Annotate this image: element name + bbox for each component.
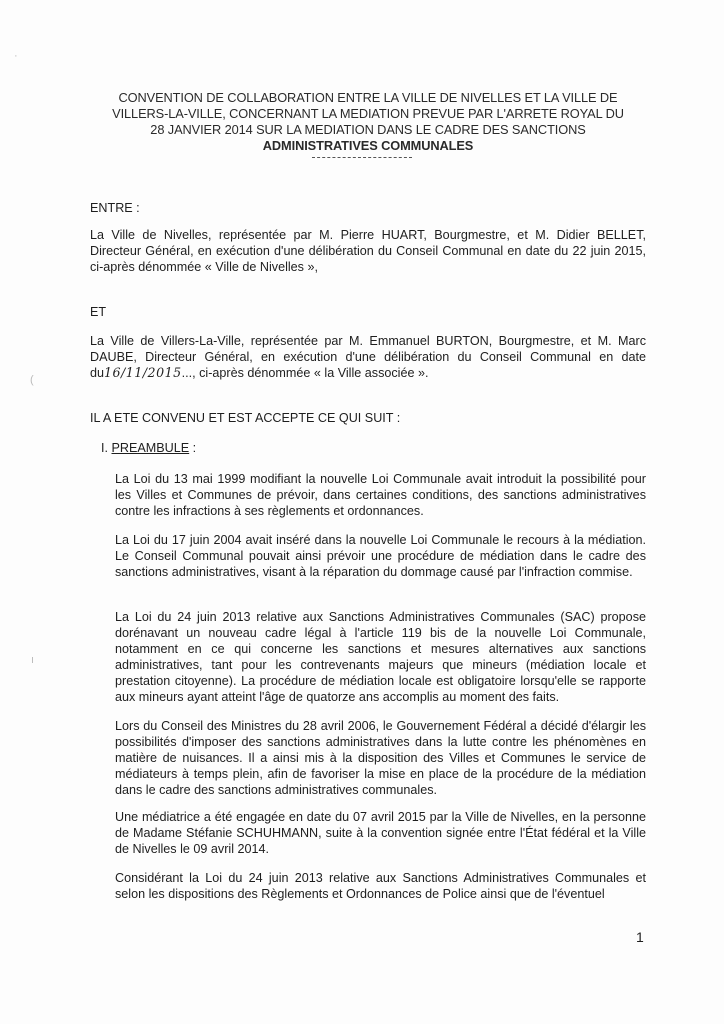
scan-speck: ı: [31, 654, 35, 666]
handwritten-date: 16/11/2015: [104, 365, 182, 380]
title-line: 28 JANVIER 2014 SUR LA MEDIATION DANS LE CADRE DES SANCTIONS: [150, 122, 586, 137]
title-line: ADMINISTRATIVES COMMUNALES: [262, 138, 474, 153]
et-label: ET: [90, 305, 107, 319]
party-one-paragraph: La Ville de Nivelles, représentée par M. Pierre HUART, Bourgmestre, et M. Didier BELLET, Directeur Général, en exécution d'une délibération du Conseil Communal en date du 22 juin 2015, ci-après dénommée « Ville de Nivelles »,: [90, 228, 646, 274]
preamble-paragraph: La Loi du 24 juin 2013 relative aux Sanctions Administratives Communales (SAC) propose dorénavant un nouveau cadre légal à l'article 119 bis de la nouvelle Loi Communale, notamment en ce qui concerne les sanctions et mesures alternatives aux sanctions administratives, tant pour les contrevenants majeurs que mineurs (médiation locale et prestation citoyenne). La procédure de médiation locale est obligatoire lorsqu'elle se rapporte aux mineurs ayant atteint l'âge de quatorze ans accomplis au moment des faits.: [115, 610, 646, 704]
scan-speck: (: [30, 374, 34, 386]
title-line: VILLERS-LA-VILLE, CONCERNANT LA MEDIATION PREVUE PAR L'ARRETE ROYAL DU: [112, 106, 624, 121]
section-heading: [101, 440, 196, 456]
scan-speck: ·: [14, 50, 18, 62]
party-two-paragraph: [90, 333, 646, 381]
preamble-paragraph: La Loi du 13 mai 1999 modifiant la nouvelle Loi Communale avait introduit la possibilité pour les Villes et Communes de prévoir, dans certaines conditions, des sanctions administratives contre les infractions à ses règlements et ordonnances.: [115, 472, 646, 518]
page-number: 1: [636, 929, 644, 945]
section-number: I.: [101, 441, 108, 455]
party-two-text: La Ville de Villers-La-Ville, représentée par M. Emmanuel BURTON, Bourgmestre, et M. Marc DAUBE, Directeur Général, en exécution d'une délibération du Conseil Communal en date: [90, 334, 646, 364]
party-two-rest: ..., ci-après dénommée « la Ville associée ».: [181, 366, 429, 380]
document-title: [90, 90, 646, 154]
preamble-paragraph: Considérant la Loi du 24 juin 2013 relative aux Sanctions Administratives Communales et selon les dispositions des Règlements et Ordonnances de Police ainsi que de l'éventuel: [115, 871, 646, 901]
title-divider: [312, 157, 412, 158]
section-title: PREAMBULE: [111, 441, 190, 455]
agreement-heading: IL A ETE CONVENU ET EST ACCEPTE CE QUI SUIT :: [90, 411, 401, 425]
entre-label: ENTRE :: [90, 201, 140, 215]
party-two-du: du: [90, 366, 105, 380]
section-colon: :: [189, 441, 197, 455]
preamble-paragraph: Une médiatrice a été engagée en date du 07 avril 2015 par la Ville de Nivelles, en la personne de Madame Stéfanie SCHUHMANN, suite à la convention signée entre l'État fédéral et la Ville de Nivelles le 09 avril 2014.: [115, 810, 646, 856]
preamble-paragraph: Lors du Conseil des Ministres du 28 avril 2006, le Gouvernement Fédéral a décidé d'élargir les possibilités d'imposer des sanctions administratives dans la lutte contre les phénomènes en matière de nuisances. Il a ainsi mis à la disposition des Villes et Communes le service de médiateurs à temps plein, afin de favoriser la mise en place de la procédure de la médiation dans le cadre des sanctions administratives communales.: [115, 719, 646, 797]
preamble-paragraph: La Loi du 17 juin 2004 avait inséré dans la nouvelle Loi Communale le recours à la médiation. Le Conseil Communal pouvait ainsi prévoir une procédure de médiation dans le cadre des sanctions administratives, visant à la réparation du dommage causé par l'infraction commise.: [115, 533, 646, 579]
title-line: CONVENTION DE COLLABORATION ENTRE LA VILLE DE NIVELLES ET LA VILLE DE: [118, 90, 618, 105]
